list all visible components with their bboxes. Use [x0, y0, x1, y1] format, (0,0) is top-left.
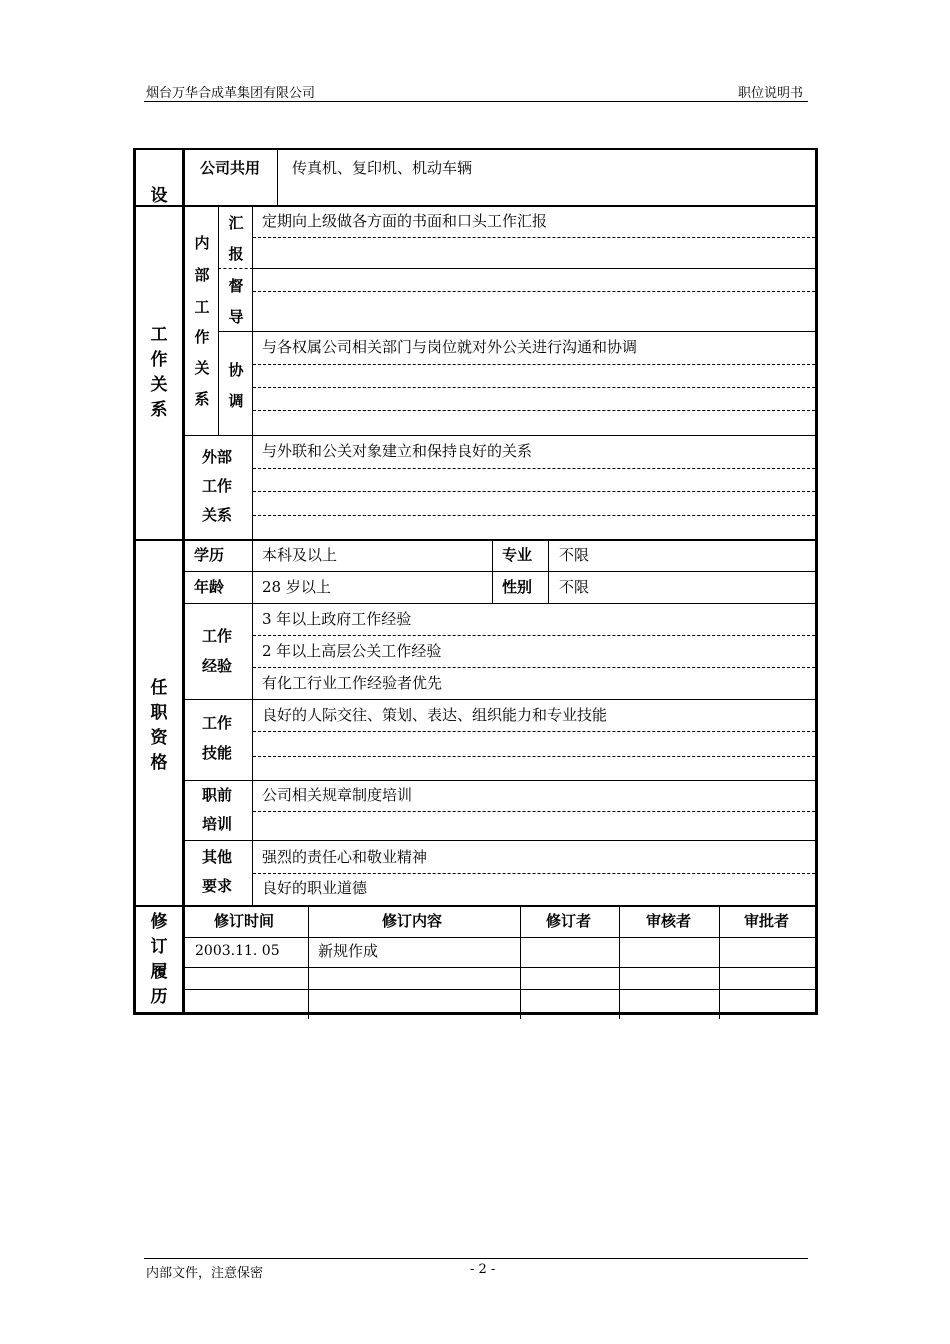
- footer-note: 内部文件，注意保密: [146, 1266, 264, 1281]
- equipment-label: 公司共用: [200, 159, 261, 177]
- education-value: 本科及以上: [262, 546, 338, 564]
- external-relations-text: 与外联和公关对象建立和保持良好的关系: [262, 442, 533, 460]
- experience-line-2: 2 年以上高层公关工作经验: [262, 642, 442, 660]
- col-revision-content: 修订内容: [382, 912, 443, 930]
- revision-content: 新规作成: [318, 942, 379, 960]
- experience-line-1: 3 年以上政府工作经验: [262, 610, 412, 628]
- col-revision-time: 修订时间: [214, 912, 275, 930]
- col-reviser: 修订者: [546, 912, 592, 930]
- other-line-1: 强烈的责任心和敬业精神: [262, 848, 428, 866]
- job-description-table: 设 公司共用 传真机、复印机、机动车辆 工 作 关 系 内 部 工 作 关 系 汇 报 定期向上级做各方面的书面和口头工作汇报 督 导 协 调 与各权属公司相关部门与岗位就对外公关进行沟通和协调 外部 工作 关系 与外联和公关对象建立和保持良好的关系 任 职 资 格 学历 本科及以上 专业 不限 年龄 28 岁以上 性别 不限 工作 经验 3 年以上政府工作经验 2 年以上高层公关工作经验 有化工行业工作经验者优先 工作 技能 良好的人际交往、策划、表达、组织能力和专业技能 职前 培训 公司相关规章制度培训 其他 要求 强烈的责任心和敬业精神 良好的职业道德 修 订 履 历 修订时间 修订内容 修订者 审核者 审批者 2003.11. 05 新规作成: [0, 0, 950, 1344]
- col-reviewer: 审核者: [646, 912, 692, 930]
- revision-date: 2003.11. 05: [195, 943, 280, 959]
- education-label: 学历: [194, 546, 225, 564]
- header-doc-type: 职位说明书: [738, 86, 804, 101]
- coordinate-text: 与各权属公司相关部门与岗位就对外公关进行沟通和协调: [262, 338, 638, 356]
- gender-value: 不限: [559, 578, 590, 596]
- major-value: 不限: [559, 546, 590, 564]
- col-approver: 审批者: [744, 912, 790, 930]
- gender-label: 性别: [502, 578, 533, 596]
- experience-line-3: 有化工行业工作经验者优先: [262, 674, 443, 692]
- header-company: 烟台万华合成革集团有限公司: [146, 86, 316, 101]
- other-line-2: 良好的职业道德: [262, 879, 368, 897]
- age-label: 年龄: [194, 578, 225, 596]
- report-text: 定期向上级做各方面的书面和口头工作汇报: [262, 212, 548, 230]
- equipment-section-char: 设: [150, 186, 168, 206]
- skills-line: 良好的人际交往、策划、表达、组织能力和专业技能: [262, 706, 608, 724]
- age-value: 28 岁以上: [262, 578, 331, 596]
- training-line: 公司相关规章制度培训: [262, 786, 413, 804]
- major-label: 专业: [502, 546, 533, 564]
- footer-rule: [144, 1258, 808, 1259]
- page-number: - 2 -: [470, 1262, 496, 1277]
- equipment-value: 传真机、复印机、机动车辆: [292, 159, 473, 177]
